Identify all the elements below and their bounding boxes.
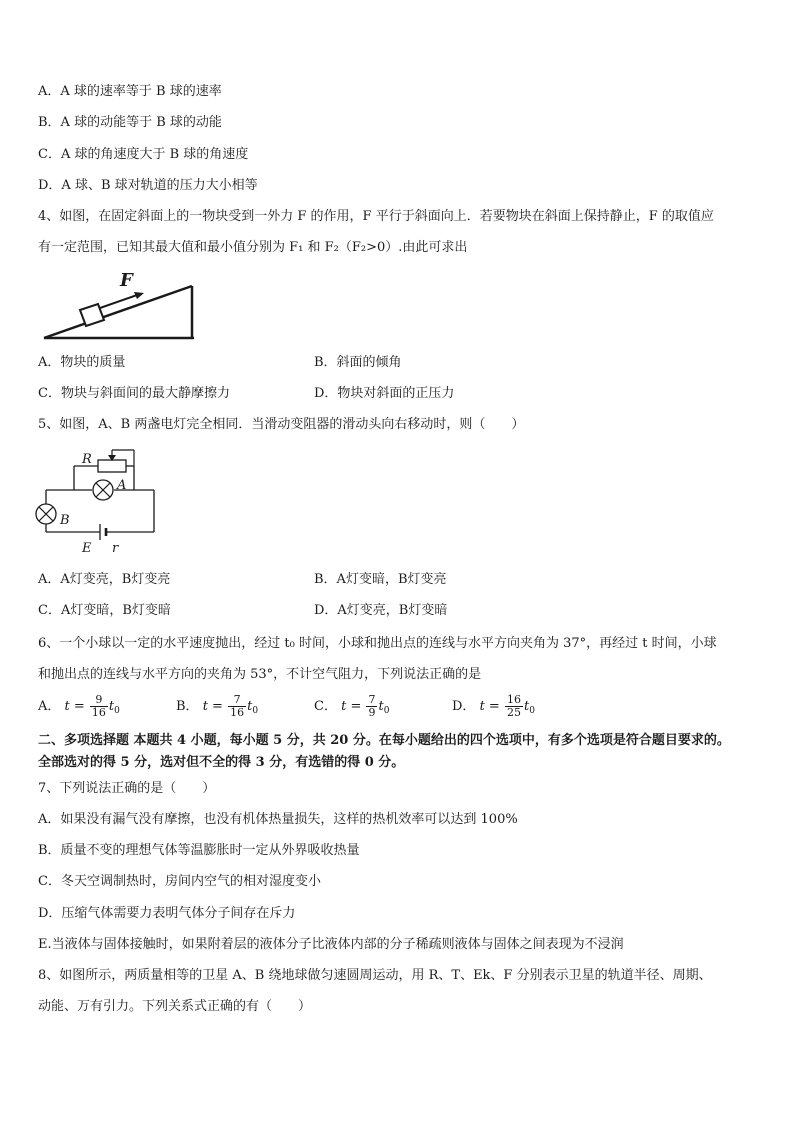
force-arrowhead [134, 292, 144, 299]
q5-option-d: D．A灯变亮，B灯变暗 [314, 603, 448, 618]
q4-option-c: C．物块与斜面间的最大静摩擦力 [38, 386, 230, 401]
q3-option-b: B．A 球的动能等于 B 球的动能 [38, 115, 222, 130]
q4-option-a: A．物块的质量 [38, 355, 126, 370]
label-e: E [82, 541, 92, 556]
q4-option-d: D．物块对斜面的正压力 [314, 386, 455, 401]
q4-stem-line1: 4、如图，在固定斜面上的一物块受到一外力 F 的作用，F 平行于斜面向上．若要物块在斜面上保持静止，F 的取值应 [38, 209, 714, 224]
rheostat-icon [98, 460, 126, 472]
section2-heading-line2: 全部选对的得 5 分，选对但不全的得 3 分，有选错的得 0 分。 [38, 755, 405, 770]
q4-option-b: B．斜面的倾角 [314, 355, 402, 370]
q3-option-d: D．A 球、B 球对轨道的压力大小相等 [38, 178, 258, 193]
fraction: $\frac{7}{9}$ [368, 693, 376, 719]
q6-option-c: C． t = $\frac{7}{9}$ $t_0$ [314, 693, 390, 719]
label-r-internal: r [112, 541, 119, 556]
q3-option-c: C．A 球的角速度大于 B 球的角速度 [38, 147, 249, 162]
q6-stem-line1: 6、一个小球以一定的水平速度抛出，经过 t₀ 时间，小球和抛出点的连线与水平方向夹角为 37°，再经过 t 时间，小球 [38, 636, 717, 651]
label-a: A [117, 478, 127, 493]
q6-stem-line2: 和抛出点的连线与水平方向的夹角为 53°，不计空气阻力，下列说法正确的是 [38, 667, 482, 682]
incline-slope [44, 286, 192, 338]
section2-heading-line1: 二、多项选择题 本题共 4 小题，每小题 5 分，共 20 分。在每小题给出的四个选项中，有多个选项是符合题目要求的。 [38, 733, 730, 748]
q7-stem: 7、下列说法正确的是（ ） [38, 781, 216, 796]
q3-option-a: A．A 球的速率等于 B 球的速率 [38, 84, 222, 99]
q7-option-c: C．冬天空调制热时，房间内空气的相对湿度变小 [38, 874, 321, 889]
q8-stem-line1: 8、如图所示，两质量相等的卫星 A、B 绕地球做匀速圆周运动，用 R、T、Ek、F 分别表示卫星的轨道半径、周期、 [38, 968, 712, 983]
q4-stem-line2: 有一定范围，已知其最大值和最小值分别为 F₁ 和 F₂（F₂>0）.由此可求出 [38, 240, 468, 255]
q7-option-d: D．压缩气体需要力表明气体分子间存在斥力 [38, 906, 296, 921]
fraction: $\frac{9}{16}$ [91, 693, 106, 719]
q6-option-d: D． t = $\frac{16}{25}$ $t_0$ [452, 693, 535, 719]
q6-option-a: A． t = $\frac{9}{16}$ $t_0$ [38, 693, 120, 719]
label-b: B [60, 513, 70, 528]
q8-stem-line2: 动能、万有引力。下列关系式正确的有（ ） [38, 999, 312, 1014]
q7-option-a: A．如果没有漏气没有摩擦，也没有机体热量损失，这样的热机效率可以达到 100% [38, 812, 518, 827]
fraction: $\frac{16}{25}$ [506, 693, 521, 719]
q5-option-c: C．A灯变暗，B灯变暗 [38, 603, 171, 618]
incline-figure [40, 266, 200, 344]
q7-option-e: E.当液体与固体接触时，如果附着层的液体分子比液体内部的分子稀疏则液体与固体之间表现为不浸润 [38, 937, 624, 952]
q5-stem: 5、如图，A、B 两盏电灯完全相同．当滑动变阻器的滑动头向右移动时，则（ ） [38, 417, 525, 432]
q5-option-b: B．A灯变暗，B灯变亮 [314, 572, 447, 587]
force-label: F [120, 270, 133, 291]
q7-option-b: B．质量不变的理想气体等温膨胀时一定从外界吸收热量 [38, 843, 360, 858]
q5-option-a: A．A灯变亮，B灯变亮 [38, 572, 171, 587]
label-r-resistor: R [82, 452, 92, 467]
fraction: $\frac{7}{16}$ [230, 693, 245, 719]
q6-option-b: B． t = $\frac{7}{16}$ $t_0$ [176, 693, 259, 719]
circuit-figure [34, 442, 164, 556]
